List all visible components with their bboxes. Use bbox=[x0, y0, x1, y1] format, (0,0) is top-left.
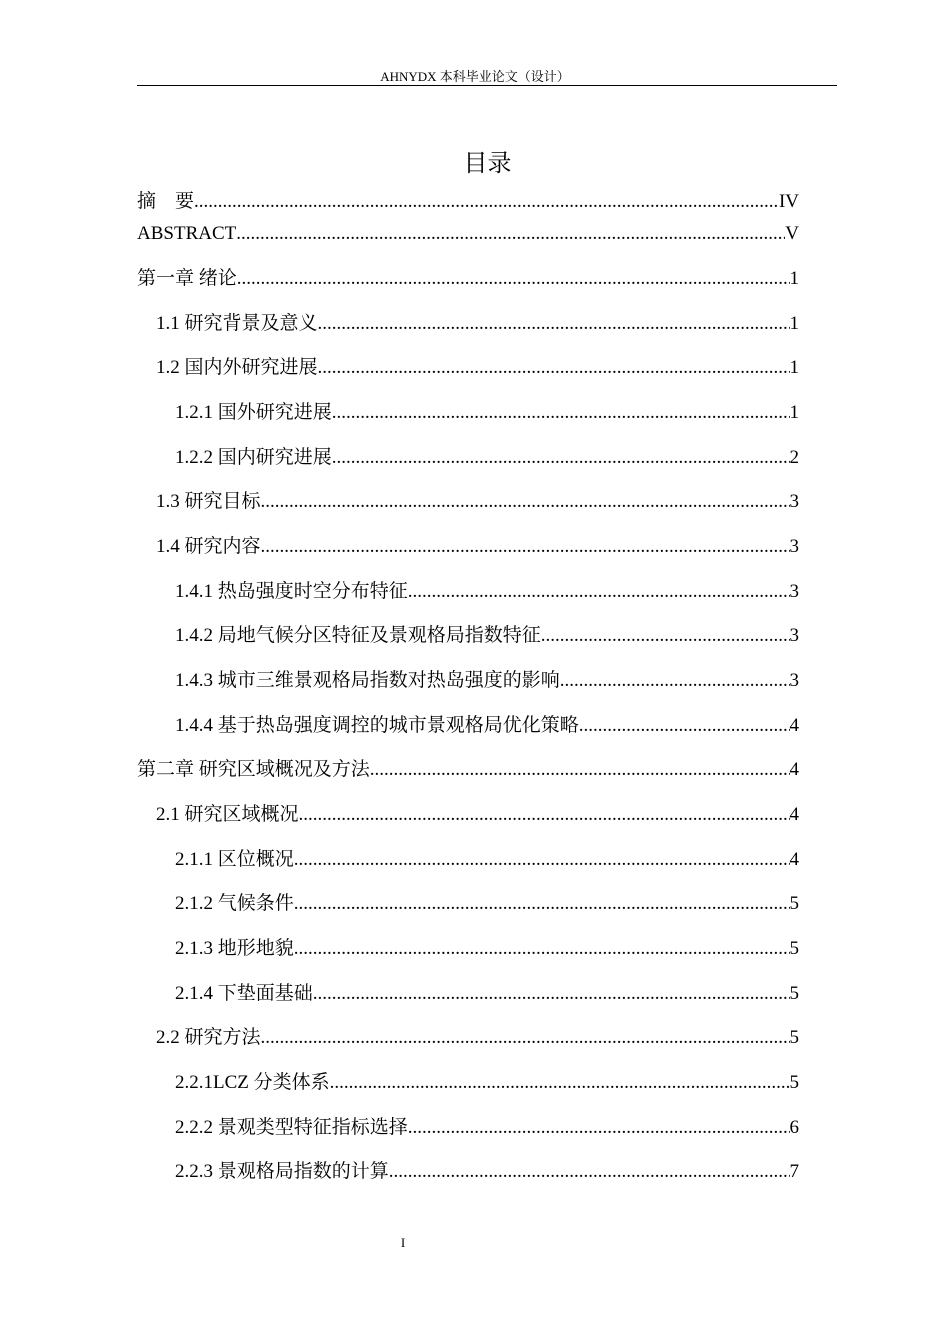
toc-entry-label: 1.4.3 城市三维景观格局指数对热岛强度的影响 bbox=[175, 670, 560, 691]
toc-entry-1-2[interactable] bbox=[156, 355, 799, 381]
toc-entry-page: 5 bbox=[789, 983, 799, 1004]
toc-entry-label: 1.3 研究目标 bbox=[156, 491, 261, 512]
toc-entry-label: 第一章 绪论 bbox=[137, 268, 237, 289]
toc-entry-page: 5 bbox=[789, 938, 799, 959]
toc-entry-1-1[interactable] bbox=[156, 311, 799, 337]
toc-entry-2-2[interactable] bbox=[156, 1025, 799, 1051]
toc-entry-chapter-1[interactable] bbox=[137, 266, 799, 292]
toc-entry-page: 4 bbox=[789, 759, 799, 780]
toc-entry-label: 1.2.1 国外研究进展 bbox=[175, 402, 332, 423]
toc-entry-label: 2.2.1LCZ 分类体系 bbox=[175, 1072, 330, 1093]
toc-entry-label: 1.2 国内外研究进展 bbox=[156, 357, 318, 378]
toc-entry-page: 1 bbox=[789, 313, 799, 334]
toc-entry-page: V bbox=[785, 223, 799, 244]
toc-entry-2-1-4[interactable] bbox=[175, 981, 799, 1007]
toc-entry-chapter-2[interactable] bbox=[137, 757, 799, 783]
toc-entry-2-1[interactable] bbox=[156, 802, 799, 828]
header-text: AHNYDX 本科毕业论文（设计） bbox=[380, 69, 570, 84]
toc-dot-leader bbox=[299, 802, 790, 828]
toc-entry-page: 6 bbox=[789, 1117, 799, 1138]
toc-entry-page: 3 bbox=[789, 581, 799, 602]
toc-entry-label: 2.1.4 下垫面基础 bbox=[175, 983, 313, 1004]
toc-entry-label: 2.2 研究方法 bbox=[156, 1027, 261, 1048]
toc-entry-label: 2.1 研究区域概况 bbox=[156, 804, 299, 825]
toc-entry-page: 1 bbox=[789, 268, 799, 289]
toc-entry-page: 1 bbox=[789, 402, 799, 423]
toc-entry-label: 2.2.2 景观类型特征指标选择 bbox=[175, 1117, 408, 1138]
toc-dot-leader bbox=[560, 668, 790, 694]
toc-dot-leader bbox=[294, 891, 790, 917]
toc-entry-label: 2.1.3 地形地貌 bbox=[175, 938, 294, 959]
toc-entry-label: 1.4.2 局地气候分区特征及景观格局指数特征 bbox=[175, 625, 541, 646]
toc-entry-1-4-3[interactable] bbox=[175, 668, 799, 694]
toc-dot-leader bbox=[330, 1070, 790, 1096]
toc-entry-2-1-2[interactable] bbox=[175, 891, 799, 917]
toc-entry-1-3[interactable] bbox=[156, 489, 799, 515]
toc-entry-label: 1.4.1 热岛强度时空分布特征 bbox=[175, 581, 408, 602]
toc-dot-leader bbox=[318, 355, 790, 381]
toc-entry-2-2-2[interactable] bbox=[175, 1115, 799, 1141]
toc-entry-2-1-3[interactable] bbox=[175, 936, 799, 962]
toc-dot-leader bbox=[261, 489, 790, 515]
toc-entry-abstract-en[interactable] bbox=[137, 221, 799, 247]
toc-entry-abstract-cn[interactable] bbox=[137, 189, 799, 215]
toc-dot-leader bbox=[236, 221, 785, 247]
toc-entry-label: 摘 要 bbox=[137, 191, 195, 212]
toc-entry-page: 4 bbox=[789, 715, 799, 736]
toc-entry-page: 1 bbox=[789, 357, 799, 378]
toc-dot-leader bbox=[408, 1115, 790, 1141]
toc-entry-label: 2.1.1 区位概况 bbox=[175, 849, 294, 870]
toc-entry-page: 2 bbox=[789, 447, 799, 468]
toc-entry-page: 3 bbox=[789, 491, 799, 512]
toc-dot-leader bbox=[332, 445, 790, 471]
toc-dot-leader bbox=[389, 1159, 790, 1185]
page-number: I bbox=[400, 1235, 406, 1250]
toc-dot-leader bbox=[370, 757, 790, 783]
toc-dot-leader bbox=[194, 189, 779, 215]
toc-dot-leader bbox=[294, 847, 790, 873]
toc-dot-leader bbox=[318, 311, 790, 337]
toc-entry-page: 3 bbox=[789, 536, 799, 557]
toc-dot-leader bbox=[408, 579, 790, 605]
toc-entry-label: 2.2.3 景观格局指数的计算 bbox=[175, 1161, 389, 1182]
toc-dot-leader bbox=[313, 981, 790, 1007]
toc-entry-page: 4 bbox=[789, 849, 799, 870]
toc-entry-label: 2.1.2 气候条件 bbox=[175, 893, 294, 914]
toc-entry-page: 7 bbox=[789, 1161, 799, 1182]
toc-entry-label: ABSTRACT bbox=[137, 223, 237, 244]
toc-entry-1-2-2[interactable] bbox=[175, 445, 799, 471]
toc-entry-page: 5 bbox=[789, 893, 799, 914]
toc-entry-2-2-1[interactable] bbox=[175, 1070, 799, 1096]
toc-dot-leader bbox=[261, 1025, 790, 1051]
toc-dot-leader bbox=[237, 266, 790, 292]
toc-title: 目录 bbox=[463, 149, 512, 177]
toc-entry-label: 1.1 研究背景及意义 bbox=[156, 313, 318, 334]
toc-entry-page: 4 bbox=[789, 804, 799, 825]
toc-dot-leader bbox=[332, 400, 790, 426]
header-divider bbox=[137, 85, 837, 86]
toc-entry-1-4-2[interactable] bbox=[175, 623, 799, 649]
toc-entry-page: 3 bbox=[789, 670, 799, 691]
toc-entry-2-2-3[interactable] bbox=[175, 1159, 799, 1185]
toc-entry-page: 5 bbox=[789, 1027, 799, 1048]
toc-entry-page: 3 bbox=[789, 625, 799, 646]
toc-dot-leader bbox=[541, 623, 790, 649]
toc-dot-leader bbox=[261, 534, 790, 560]
toc-entry-label: 1.2.2 国内研究进展 bbox=[175, 447, 332, 468]
toc-entry-1-4-4[interactable] bbox=[175, 713, 799, 739]
toc-entry-page: IV bbox=[778, 191, 799, 212]
toc-entry-label: 第二章 研究区域概况及方法 bbox=[137, 759, 370, 780]
toc-dot-leader bbox=[294, 936, 790, 962]
toc-entry-1-4-1[interactable] bbox=[175, 579, 799, 605]
toc-entry-1-2-1[interactable] bbox=[175, 400, 799, 426]
toc-entry-label: 1.4.4 基于热岛强度调控的城市景观格局优化策略 bbox=[175, 715, 579, 736]
toc-entry-2-1-1[interactable] bbox=[175, 847, 799, 873]
toc-entry-page: 5 bbox=[789, 1072, 799, 1093]
toc-dot-leader bbox=[579, 713, 790, 739]
toc-entry-label: 1.4 研究内容 bbox=[156, 536, 261, 557]
toc-entry-1-4[interactable] bbox=[156, 534, 799, 560]
